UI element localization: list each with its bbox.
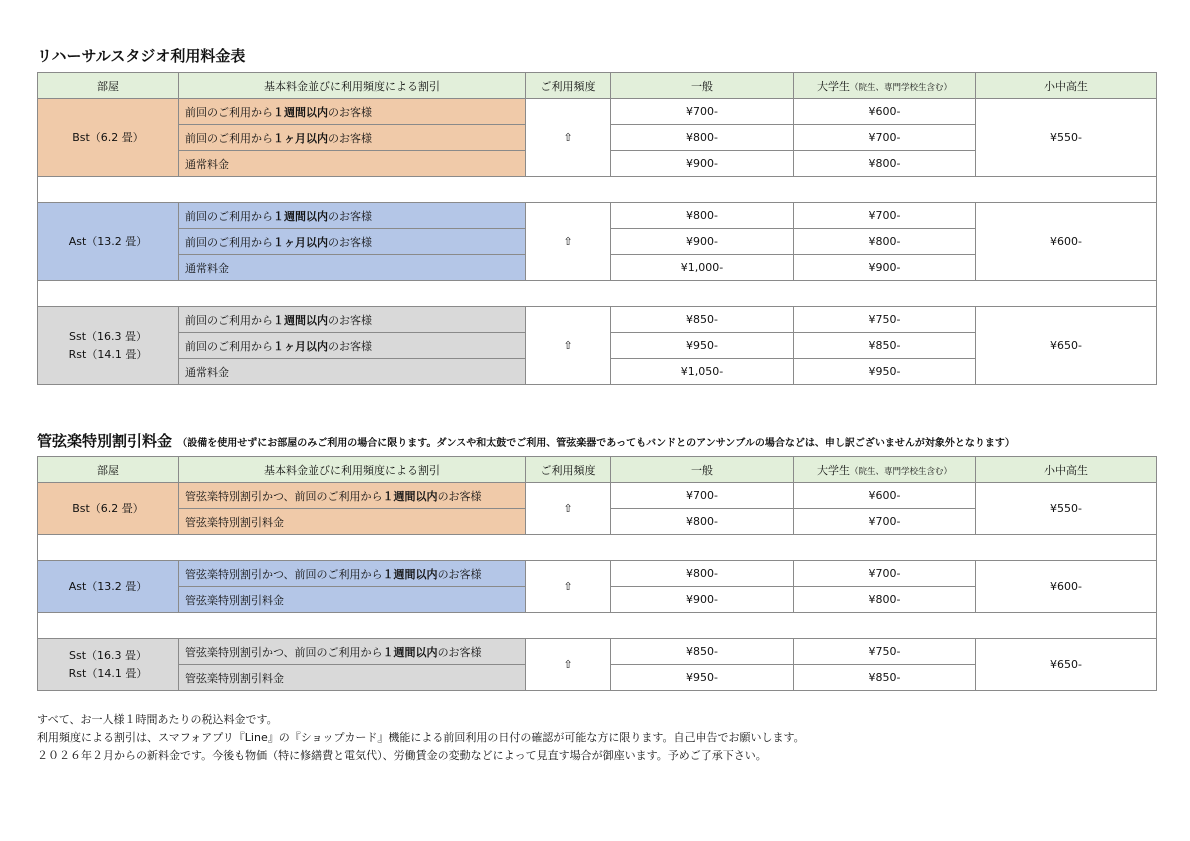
general-price: ¥700- bbox=[611, 483, 794, 509]
plan-text: 管弦楽特別割引料金 bbox=[185, 593, 284, 607]
general-price: ¥900- bbox=[611, 151, 794, 177]
general-price: ¥850- bbox=[611, 307, 794, 333]
plan-text: 管弦楽特別割引かつ、前回のご利用から bbox=[185, 567, 383, 581]
plan-cell bbox=[179, 359, 526, 385]
frequency-up-arrow-icon: ⇧ bbox=[526, 307, 611, 385]
plan-bold: １週間以内 bbox=[273, 209, 328, 223]
header-plan: 基本料金並びに利用頻度による割引 bbox=[179, 457, 526, 483]
room-name: Bst（6.2 畳） bbox=[72, 501, 144, 515]
plan-cell bbox=[179, 203, 526, 229]
plan-text: 前回のご利用から bbox=[185, 105, 273, 119]
school-price: ¥650- bbox=[976, 307, 1157, 385]
footer-note: 利用頻度による割引は、スマフォアプリ『Line』の『ショップカード』機能による前回利用の日付の確認が可能な方に限ります。自己申告でお願いします。 bbox=[37, 731, 805, 744]
frequency-up-arrow-icon: ⇧ bbox=[526, 99, 611, 177]
footer-note: ２０２６年２月からの新料金です。今後も物価（特に修繕費と電気代）、労働賃金の変動などによって見直す場合が御座います。予めご了承下さい。 bbox=[37, 749, 767, 762]
general-price: ¥850- bbox=[611, 639, 794, 665]
university-price: ¥800- bbox=[794, 587, 976, 613]
plan-text: 管弦楽特別割引かつ、前回のご利用から bbox=[185, 489, 383, 503]
footer-note: すべて、お一人様１時間あたりの税込料金です。 bbox=[37, 713, 278, 726]
room-name: Rst（14.1 畳） bbox=[68, 666, 148, 680]
general-price: ¥800- bbox=[611, 509, 794, 535]
rehearsal-price-table bbox=[37, 72, 1157, 385]
header-school: 小中高生 bbox=[976, 73, 1157, 99]
general-price: ¥800- bbox=[611, 203, 794, 229]
room-cell bbox=[38, 483, 179, 535]
university-price: ¥600- bbox=[794, 483, 976, 509]
university-price: ¥750- bbox=[794, 307, 976, 333]
footer-notes bbox=[37, 711, 805, 765]
plan-bold: １ヶ月以内 bbox=[273, 339, 328, 353]
plan-cell bbox=[179, 125, 526, 151]
header-university bbox=[794, 457, 976, 483]
univ-note: （院生、専門学校生含む） bbox=[849, 466, 952, 477]
plan-text: のお客様 bbox=[328, 105, 372, 119]
plan-text: 前回のご利用から bbox=[185, 131, 273, 145]
orchestra-table-title bbox=[37, 430, 1015, 451]
plan-cell bbox=[179, 255, 526, 281]
room-cell bbox=[38, 307, 179, 385]
orchestra-price-table bbox=[37, 456, 1157, 691]
general-price: ¥800- bbox=[611, 125, 794, 151]
plan-text: 前回のご利用から bbox=[185, 209, 273, 223]
header-school: 小中高生 bbox=[976, 457, 1157, 483]
plan-cell bbox=[179, 509, 526, 535]
plan-bold: １ヶ月以内 bbox=[273, 131, 328, 145]
school-price: ¥600- bbox=[976, 561, 1157, 613]
plan-text: のお客様 bbox=[328, 339, 372, 353]
header-row bbox=[38, 73, 1157, 99]
school-price: ¥600- bbox=[976, 203, 1157, 281]
room-name: Ast（13.2 畳） bbox=[68, 234, 148, 248]
header-frequency: ご利用頻度 bbox=[526, 457, 611, 483]
plan-text: 管弦楽特別割引料金 bbox=[185, 671, 284, 685]
general-price: ¥900- bbox=[611, 229, 794, 255]
univ-label: 大学生 bbox=[816, 79, 850, 93]
header-room: 部屋 bbox=[38, 73, 179, 99]
university-price: ¥800- bbox=[794, 151, 976, 177]
spacer bbox=[38, 535, 1157, 561]
plan-text: のお客様 bbox=[328, 313, 372, 327]
university-price: ¥950- bbox=[794, 359, 976, 385]
spacer-row bbox=[38, 177, 1157, 203]
plan-text: 通常料金 bbox=[185, 261, 229, 275]
general-price: ¥950- bbox=[611, 665, 794, 691]
plan-cell bbox=[179, 587, 526, 613]
plan-text: 通常料金 bbox=[185, 365, 229, 379]
plan-text: 管弦楽特別割引料金 bbox=[185, 515, 284, 529]
title-text: 管弦楽特別割引料金 bbox=[37, 432, 173, 450]
plan-cell bbox=[179, 307, 526, 333]
plan-text: のお客様 bbox=[328, 209, 372, 223]
university-price: ¥900- bbox=[794, 255, 976, 281]
table-row bbox=[38, 99, 1157, 125]
university-price: ¥600- bbox=[794, 99, 976, 125]
title-text: リハーサルスタジオ利用料金表 bbox=[37, 47, 246, 65]
table-row bbox=[38, 203, 1157, 229]
general-price: ¥800- bbox=[611, 561, 794, 587]
plan-cell bbox=[179, 483, 526, 509]
header-frequency: ご利用頻度 bbox=[526, 73, 611, 99]
plan-cell bbox=[179, 639, 526, 665]
spacer-row bbox=[38, 613, 1157, 639]
room-cell bbox=[38, 639, 179, 691]
univ-label: 大学生 bbox=[816, 463, 850, 477]
room-name: Sst（16.3 畳） bbox=[68, 648, 147, 662]
university-price: ¥700- bbox=[794, 203, 976, 229]
room-name: Ast（13.2 畳） bbox=[68, 579, 148, 593]
plan-text: のお客様 bbox=[328, 235, 372, 249]
university-price: ¥700- bbox=[794, 561, 976, 587]
plan-bold: １週間以内 bbox=[382, 567, 438, 581]
general-price: ¥950- bbox=[611, 333, 794, 359]
university-price: ¥700- bbox=[794, 509, 976, 535]
spacer bbox=[38, 613, 1157, 639]
plan-cell bbox=[179, 229, 526, 255]
frequency-up-arrow-icon: ⇧ bbox=[526, 561, 611, 613]
table-row bbox=[38, 307, 1157, 333]
plan-text: のお客様 bbox=[437, 645, 482, 659]
plan-text: のお客様 bbox=[328, 131, 372, 145]
header-row bbox=[38, 457, 1157, 483]
header-general: 一般 bbox=[611, 457, 794, 483]
plan-text: 通常料金 bbox=[185, 157, 229, 171]
header-room: 部屋 bbox=[38, 457, 179, 483]
frequency-up-arrow-icon: ⇧ bbox=[526, 483, 611, 535]
table-row bbox=[38, 483, 1157, 509]
plan-bold: １週間以内 bbox=[382, 489, 438, 503]
room-cell bbox=[38, 561, 179, 613]
school-price: ¥550- bbox=[976, 99, 1157, 177]
header-university bbox=[794, 73, 976, 99]
spacer-row bbox=[38, 535, 1157, 561]
orchestra-note: （設備を使用せずにお部屋のみご利用の場合に限ります。ダンスや和太鼓でご利用、管弦楽器であってもバンドとのアンサンブルの場合などは、申し訳ございませんが対象外となります） bbox=[177, 438, 1015, 449]
general-price: ¥700- bbox=[611, 99, 794, 125]
spacer-row bbox=[38, 281, 1157, 307]
school-price: ¥550- bbox=[976, 483, 1157, 535]
plan-text: 前回のご利用から bbox=[185, 339, 273, 353]
room-cell bbox=[38, 203, 179, 281]
price-table-title bbox=[37, 45, 245, 66]
plan-cell bbox=[179, 151, 526, 177]
plan-text: 管弦楽特別割引かつ、前回のご利用から bbox=[185, 645, 383, 659]
table-row bbox=[38, 639, 1157, 665]
plan-bold: １ヶ月以内 bbox=[273, 235, 328, 249]
general-price: ¥900- bbox=[611, 587, 794, 613]
header-plan: 基本料金並びに利用頻度による割引 bbox=[179, 73, 526, 99]
plan-cell bbox=[179, 99, 526, 125]
room-name: Rst（14.1 畳） bbox=[68, 347, 148, 361]
table-row bbox=[38, 561, 1157, 587]
plan-bold: １週間以内 bbox=[382, 645, 438, 659]
general-price: ¥1,000- bbox=[611, 255, 794, 281]
school-price: ¥650- bbox=[976, 639, 1157, 691]
university-price: ¥850- bbox=[794, 665, 976, 691]
univ-note: （院生、専門学校生含む） bbox=[849, 82, 952, 93]
plan-bold: １週間以内 bbox=[273, 313, 328, 327]
room-name: Sst（16.3 畳） bbox=[68, 329, 147, 343]
room-name: Bst（6.2 畳） bbox=[72, 130, 144, 144]
plan-cell bbox=[179, 665, 526, 691]
plan-text: 前回のご利用から bbox=[185, 313, 273, 327]
plan-cell bbox=[179, 561, 526, 587]
plan-text: 前回のご利用から bbox=[185, 235, 273, 249]
general-price: ¥1,050- bbox=[611, 359, 794, 385]
university-price: ¥750- bbox=[794, 639, 976, 665]
header-general: 一般 bbox=[611, 73, 794, 99]
spacer bbox=[38, 177, 1157, 203]
university-price: ¥800- bbox=[794, 229, 976, 255]
university-price: ¥850- bbox=[794, 333, 976, 359]
plan-text: のお客様 bbox=[437, 567, 482, 581]
plan-cell bbox=[179, 333, 526, 359]
frequency-up-arrow-icon: ⇧ bbox=[526, 639, 611, 691]
plan-text: のお客様 bbox=[437, 489, 482, 503]
university-price: ¥700- bbox=[794, 125, 976, 151]
plan-bold: １週間以内 bbox=[273, 105, 328, 119]
spacer bbox=[38, 281, 1157, 307]
room-cell bbox=[38, 99, 179, 177]
frequency-up-arrow-icon: ⇧ bbox=[526, 203, 611, 281]
